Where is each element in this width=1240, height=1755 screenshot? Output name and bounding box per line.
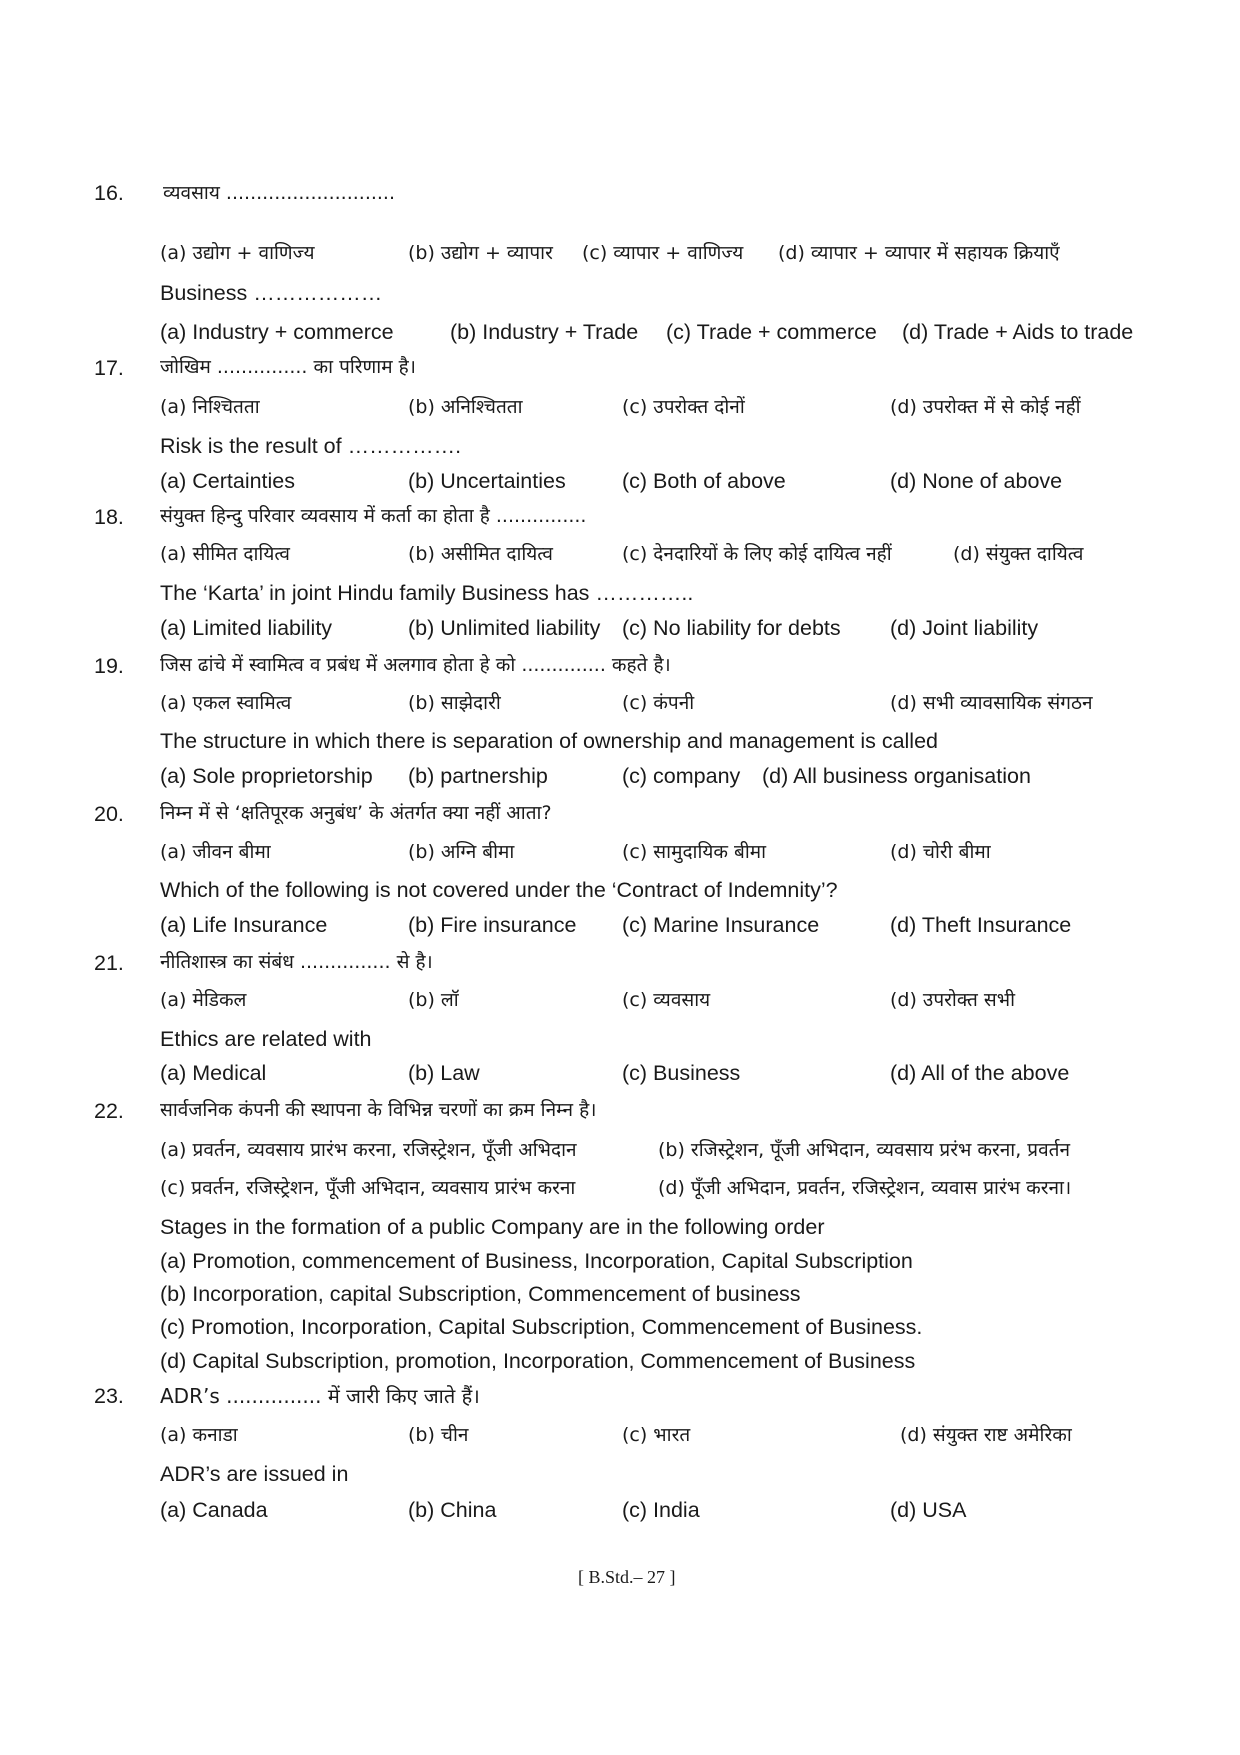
question-number: 16. (94, 181, 124, 205)
question-text-hindi: ADR’s ............... में जारी किए जाते हैं। (160, 1384, 480, 1408)
option-english: (c) Trade + commerce (666, 320, 877, 344)
option-hindi: (c) भारत (622, 1424, 691, 1446)
question-number: 20. (94, 802, 124, 826)
option-english: (c) company (622, 764, 741, 788)
option-english: (a) Medical (160, 1061, 267, 1085)
option-hindi: (a) कनाडा (160, 1424, 238, 1446)
question-text-english: Risk is the result of ……………. (160, 434, 462, 458)
option-hindi: (c) व्यापार + वाणिज्य (582, 242, 744, 264)
option-english: (d) None of above (890, 469, 1063, 493)
option-hindi: (b) लॉ (408, 989, 459, 1011)
question-text-hindi: व्यवसाय ............................ (163, 182, 396, 204)
option-english: (d) Joint liability (890, 616, 1039, 640)
option-hindi: (c) देनदारियों के लिए कोई दायित्व नहीं (622, 543, 892, 565)
option-hindi: (b) असीमित दायित्व (408, 543, 553, 565)
option-english: (d) Trade + Aids to trade (902, 320, 1134, 344)
question-number: 18. (94, 505, 124, 529)
option-english: (b) Fire insurance (408, 913, 577, 937)
option-hindi: (b) चीन (408, 1424, 469, 1446)
option-hindi: (b) अनिश्चितता (408, 396, 523, 418)
option-english: (b) Law (408, 1061, 480, 1085)
question-text-hindi: निम्न में से ‘क्षतिपूरक अनुबंध’ के अंतर्गत क्या नहीं आता? (160, 802, 552, 824)
option-english: (a) Promotion, commencement of Business, Incorporation, Capital Subscription (160, 1249, 913, 1273)
question-text-english: The structure in which there is separation of ownership and management is called (160, 729, 938, 753)
option-english: (a) Certainties (160, 469, 296, 493)
option-english: (c) Business (622, 1061, 741, 1085)
question-text-english: Ethics are related with (160, 1027, 372, 1051)
question-text-english: Which of the following is not covered under the ‘Contract of Indemnity’? (160, 878, 838, 902)
option-english: (c) India (622, 1498, 700, 1522)
question-text-english: ADR’s are issued in (160, 1462, 349, 1486)
option-english: (c) No liability for debts (622, 616, 841, 640)
option-hindi: (a) सीमित दायित्व (160, 543, 290, 565)
option-english: (b) China (408, 1498, 497, 1522)
option-english: (b) partnership (408, 764, 548, 788)
option-english: (d) Theft Insurance (890, 913, 1072, 937)
option-english: (c) Marine Insurance (622, 913, 820, 937)
option-english: (a) Sole proprietorship (160, 764, 373, 788)
page-footer: [ B.Std.– 27 ] (578, 1567, 676, 1587)
option-english: (a) Canada (160, 1498, 268, 1522)
question-text-hindi: संयुक्त हिन्दु परिवार व्यवसाय में कर्ता का होता है ............... (160, 505, 587, 527)
option-hindi: (c) उपरोक्त दोनों (622, 396, 745, 418)
option-hindi: (b) उद्योग + व्यापार (408, 242, 553, 264)
option-hindi: (d) पूँजी अभिदान, प्रवर्तन, रजिस्ट्रेशन, व्यवास प्रारंभ करना। (658, 1177, 1072, 1199)
option-english: (b) Industry + Trade (450, 320, 639, 344)
option-hindi: (b) रजिस्ट्रेशन, पूँजी अभिदान, व्यवसाय प्ररंभ करना, प्रवर्तन (658, 1139, 1071, 1161)
option-hindi: (d) चोरी बीमा (890, 841, 991, 863)
option-english: (d) USA (890, 1498, 967, 1522)
option-english: (a) Life Insurance (160, 913, 328, 937)
option-english: (c) Both of above (622, 469, 786, 493)
option-hindi: (c) व्यवसाय (622, 989, 711, 1011)
option-english: (d) All business organisation (762, 764, 1031, 788)
question-text-english: The ‘Karta’ in joint Hindu family Business has ………….. (160, 581, 694, 605)
option-hindi: (a) एकल स्वामित्व (160, 692, 292, 714)
option-hindi: (d) व्यापार + व्यापार में सहायक क्रियाएँ (778, 242, 1060, 264)
option-hindi: (d) उपरोक्त सभी (890, 989, 1015, 1011)
option-hindi: (b) साझेदारी (408, 692, 501, 714)
option-hindi: (d) संयुक्त राष्ट अमेरिका (900, 1424, 1072, 1446)
option-english: (b) Uncertainties (408, 469, 566, 493)
option-hindi: (a) उद्योग + वाणिज्य (160, 242, 315, 264)
question-text-hindi: जोखिम ............... का परिणाम है। (160, 356, 416, 378)
option-hindi: (d) सभी व्यावसायिक संगठन (890, 692, 1093, 714)
question-text-english: Stages in the formation of a public Company are in the following order (160, 1215, 825, 1239)
option-english: (a) Industry + commerce (160, 320, 394, 344)
option-english: (d) Capital Subscription, promotion, Incorporation, Commencement of Business (160, 1349, 916, 1373)
option-hindi: (c) कंपनी (622, 692, 695, 714)
option-hindi: (b) अग्नि बीमा (408, 841, 515, 863)
option-english: (b) Unlimited liability (408, 616, 601, 640)
option-english: (c) Promotion, Incorporation, Capital Subscription, Commencement of Business. (160, 1315, 923, 1339)
question-number: 22. (94, 1099, 124, 1123)
option-hindi: (a) मेडिकल (160, 989, 247, 1011)
question-number: 17. (94, 356, 124, 380)
option-english: (d) All of the above (890, 1061, 1070, 1085)
question-text-hindi: जिस ढांचे में स्वामित्व व प्रबंध में अलगाव होता हे को .............. कहते है। (160, 654, 671, 676)
option-english: (a) Limited liability (160, 616, 333, 640)
option-hindi: (d) उपरोक्त में से कोई नहीं (890, 396, 1081, 418)
question-text-english: Business ……………… (160, 281, 383, 305)
option-hindi: (d) संयुक्त दायित्व (953, 543, 1084, 565)
option-hindi: (a) प्रवर्तन, व्यवसाय प्रारंभ करना, रजिस्ट्रेशन, पूँजी अभिदान (160, 1139, 577, 1161)
question-text-hindi: नीतिशास्त्र का संबंध ............... से है। (160, 951, 433, 973)
question-text-hindi: सार्वजनिक कंपनी की स्थापना के विभिन्न चरणों का क्रम निम्न है। (160, 1099, 597, 1121)
option-hindi: (c) प्रवर्तन, रजिस्ट्रेशन, पूँजी अभिदान, व्यवसाय प्रारंभ करना (160, 1177, 576, 1199)
option-hindi: (a) जीवन बीमा (160, 841, 271, 863)
option-english: (b) Incorporation, capital Subscription, Commencement of business (160, 1282, 801, 1306)
option-hindi: (a) निश्चितता (160, 396, 260, 418)
question-number: 21. (94, 951, 124, 975)
option-hindi: (c) सामुदायिक बीमा (622, 841, 767, 863)
question-number: 19. (94, 654, 124, 678)
question-number: 23. (94, 1384, 124, 1408)
